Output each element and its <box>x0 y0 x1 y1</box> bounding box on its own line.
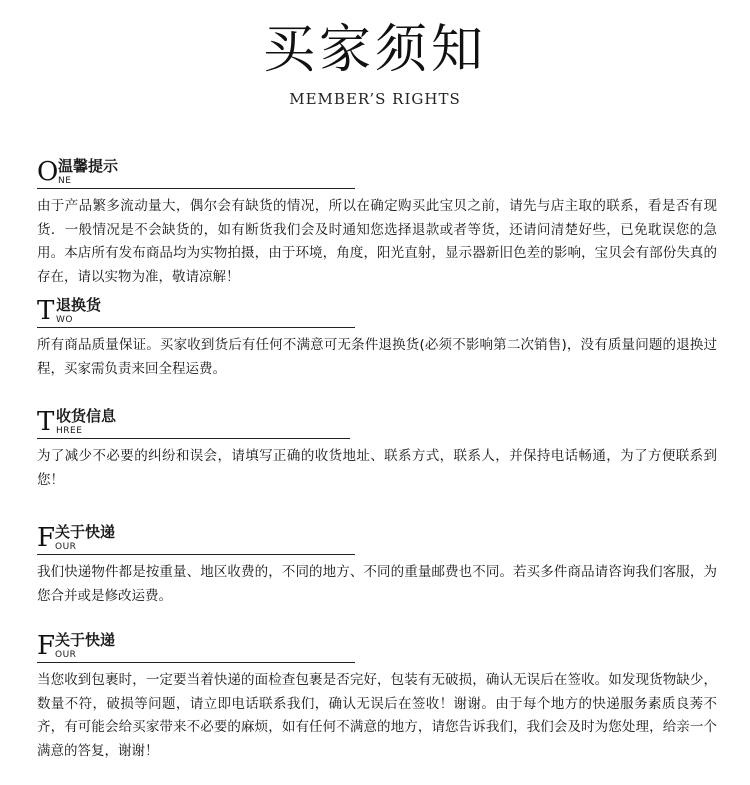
section-heading: 收货信息 <box>56 407 117 425</box>
page-subtitle: MEMBER’S RIGHTS <box>289 90 461 108</box>
section-header <box>37 523 717 555</box>
page-title: 买家须知 <box>262 20 487 80</box>
section-initial: F <box>37 631 56 661</box>
section-returns <box>37 296 717 381</box>
section-number-word: WO <box>56 315 73 325</box>
section-header <box>37 157 717 189</box>
section-number-word: OUR <box>55 542 77 552</box>
section-divider <box>37 327 355 328</box>
section-body: 所有商品质量保证。买家收到货后有任何不满意可无条件退换货(必须不影响第二次销售)，没有质量问题的退换过程，买家需负责来回全程运费。 <box>37 337 717 377</box>
section-divider <box>37 662 355 663</box>
section-heading: 退换货 <box>56 296 102 314</box>
section-heading: 温馨提示 <box>58 157 119 175</box>
section-number-word: OUR <box>55 650 77 660</box>
section-body: 为了减少不必要的纠纷和误会，请填写正确的收货地址、联系方式，联系人，并保持电话畅通，为了方便联系到您！ <box>37 448 717 488</box>
section-divider <box>37 438 350 439</box>
section-body: 当您收到包裹时，一定要当着快递的面检查包裹是否完好，包装有无破损，确认无误后在签收。如发现货物缺少，数量不符，破损等问题，请立即电话联系我们，确认无误后在签收！谢谢。由于每个地方的快递服务素质良莠不齐，有可能会给买家带来不必要的麻烦，如有任何不满意的地方，请您告诉我们，我们会及时为您处理，给亲一个满意的答复，谢谢！ <box>37 672 717 759</box>
section-body: 由于产品繁多流动量大，偶尔会有缺货的情况，所以在确定购买此宝贝之前，请先与店主取的联系，看是否有现货．一般情况是不会缺货的，如有断货我们会及时通知您选择退款或者等货，还请问清楚好些，已免耽误您的急用。本店所有发布商品均为实物拍摄，由于环境，角度，阳光直射，显示器新旧色差的影响，宝贝会有部份失真的存在，请以实物为准，敬请凉解！ <box>37 198 717 285</box>
section-tips <box>37 157 717 289</box>
section-header <box>37 631 717 663</box>
section-heading: 关于快递 <box>55 631 116 649</box>
section-divider <box>37 188 355 189</box>
section-number-word: HREE <box>56 426 83 436</box>
section-body: 我们快递物件都是按重量、地区收费的，不同的地方、不同的重量邮费也不同。若买多件商品请咨询我们客服，为您合并或是修改运费。 <box>37 564 717 604</box>
section-number-word: NE <box>58 176 72 186</box>
section-courier <box>37 523 717 608</box>
section-courier-receipt <box>37 631 717 763</box>
section-heading: 关于快递 <box>55 523 116 541</box>
section-initial: T <box>37 296 55 326</box>
section-divider <box>37 554 355 555</box>
section-initial: T <box>37 407 55 437</box>
section-delivery-info <box>37 407 717 492</box>
section-initial: O <box>37 157 59 187</box>
section-header <box>37 407 717 439</box>
section-initial: F <box>37 523 56 553</box>
section-header <box>37 296 717 328</box>
